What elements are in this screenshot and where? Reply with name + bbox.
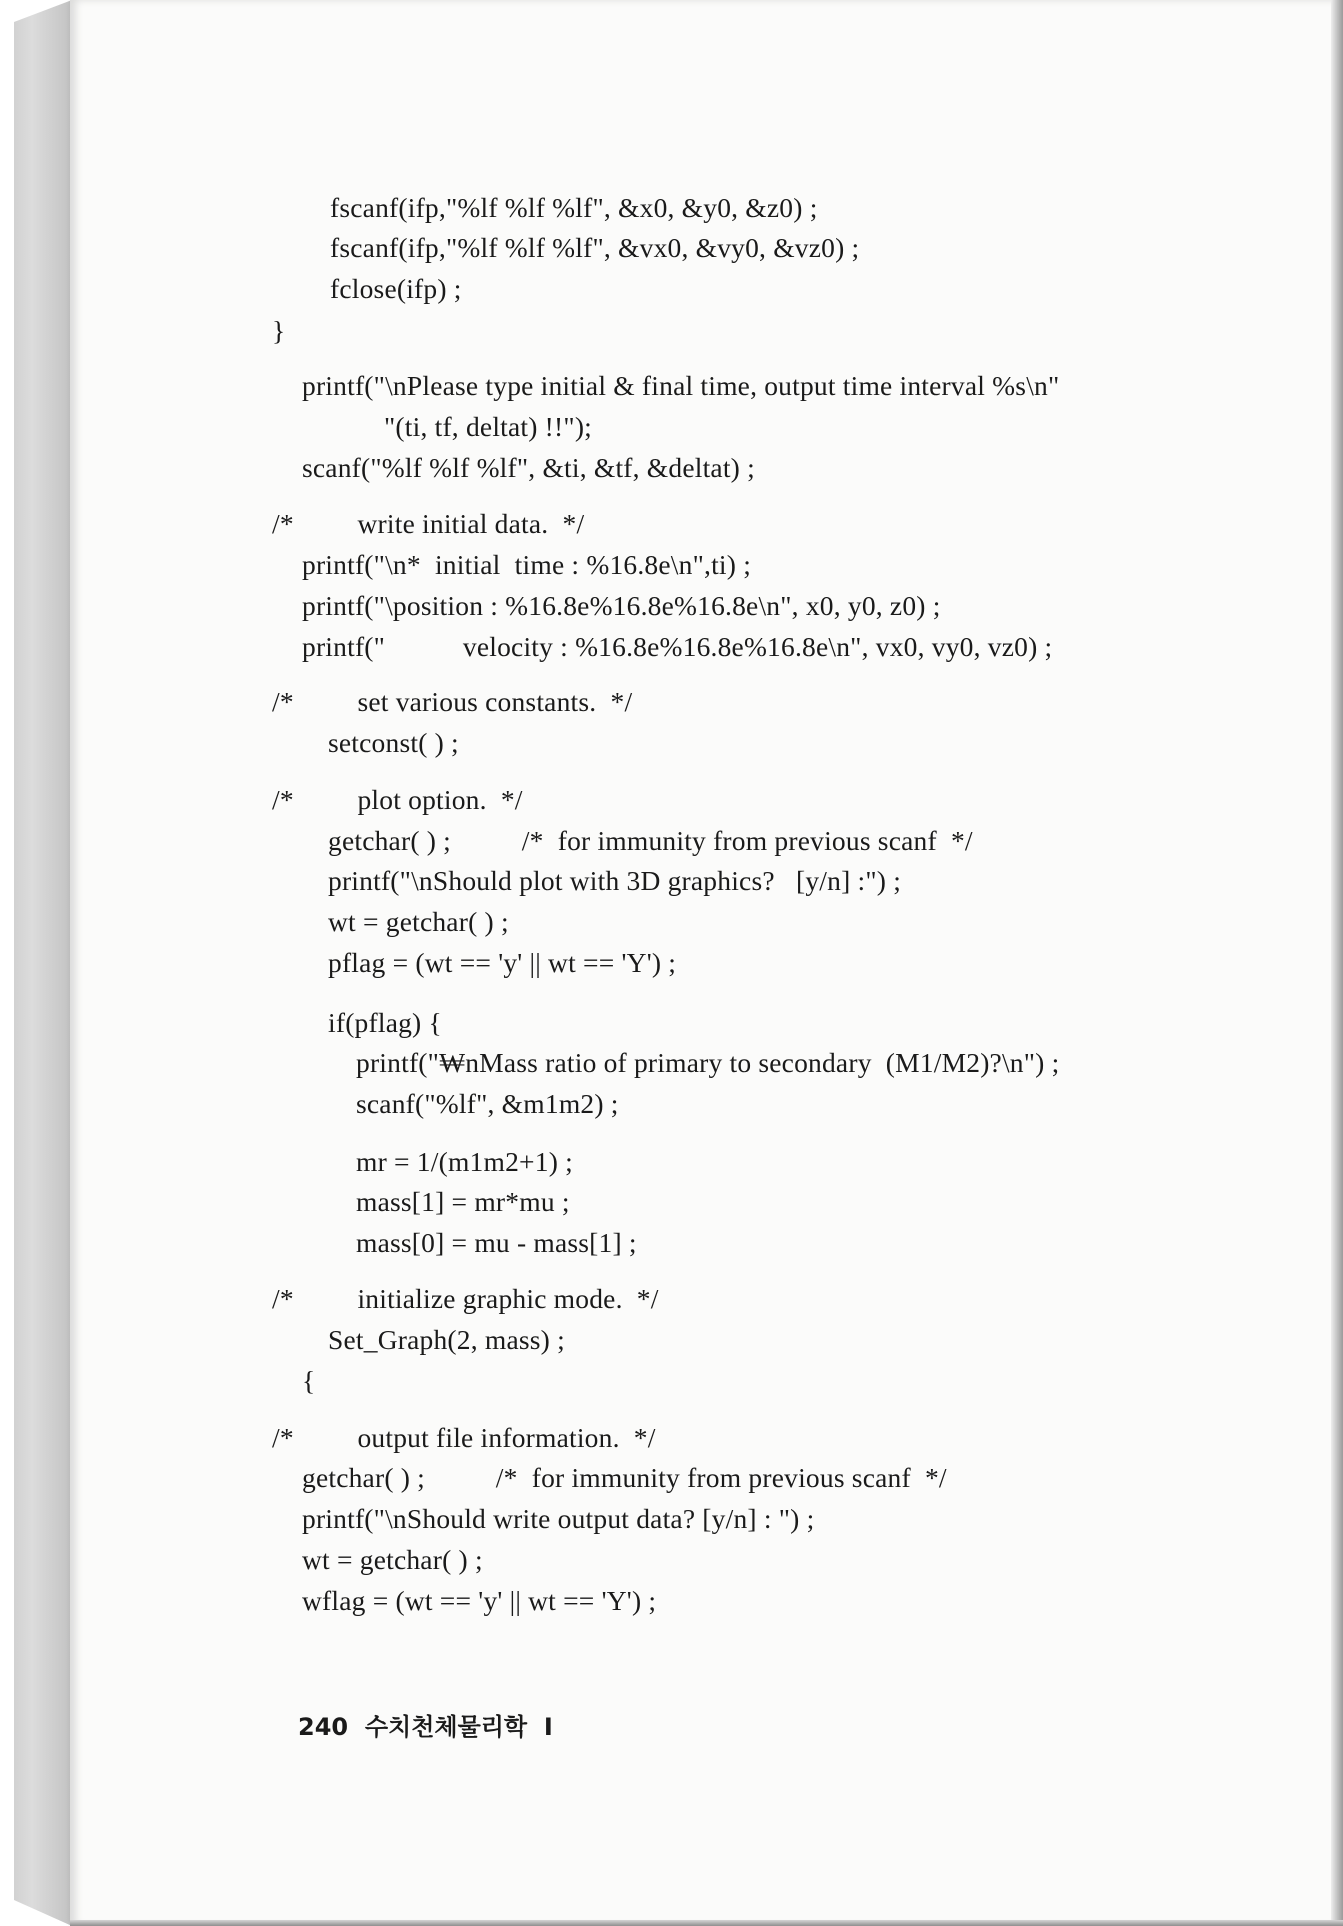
- code-line: printf("\nPlease type initial & final time, output time interval %s\n": [302, 370, 1060, 401]
- code-line: getchar( ) ; /* for immunity from previous scanf */: [302, 1462, 947, 1493]
- code-line: if(pflag) {: [328, 1007, 442, 1038]
- page-number: 240: [298, 1713, 349, 1741]
- code-line: fclose(ifp) ;: [330, 273, 462, 304]
- code-line: printf("\nShould plot with 3D graphics? [y/n] :") ;: [328, 865, 902, 896]
- code-line: /* set various constants. */: [272, 686, 633, 717]
- code-line: Set_Graph(2, mass) ;: [328, 1324, 565, 1355]
- code-line: /* plot option. */: [272, 784, 523, 815]
- code-line: /* output file information. */: [272, 1422, 656, 1453]
- code-line: pflag = (wt == 'y' || wt == 'Y') ;: [328, 947, 677, 978]
- code-line: getchar( ) ; /* for immunity from previous scanf */: [328, 825, 973, 856]
- right-page-edge: [1331, 0, 1343, 1926]
- book-page: [70, 0, 1333, 1926]
- code-line: mass[0] = mu - mass[1] ;: [356, 1227, 637, 1258]
- code-line: printf("\nShould write output data? [y/n] : ") ;: [302, 1503, 815, 1534]
- book-title: 수치천체물리학 I: [364, 1713, 553, 1741]
- code-line: fscanf(ifp,"%lf %lf %lf", &vx0, &vy0, &vz0) ;: [330, 232, 860, 263]
- code-line: printf("\n* initial time : %16.8e\n",ti) ;: [302, 549, 752, 580]
- code-line: {: [302, 1365, 316, 1396]
- book-spine: [0, 0, 80, 1926]
- code-line: wt = getchar( ) ;: [302, 1544, 483, 1575]
- code-line: mr = 1/(m1m2+1) ;: [356, 1146, 573, 1177]
- code-line: scanf("%lf %lf %lf", &ti, &tf, &deltat) ;: [302, 452, 755, 483]
- bottom-page-edge: [70, 1920, 1343, 1926]
- code-line: setconst( ) ;: [328, 727, 459, 758]
- code-line: "(ti, tf, deltat) !!");: [384, 411, 593, 442]
- code-line: wflag = (wt == 'y' || wt == 'Y') ;: [302, 1585, 657, 1616]
- code-line: mass[1] = mr*mu ;: [356, 1186, 570, 1217]
- code-line: printf("₩nMass ratio of primary to secondary (M1/M2)?\n") ;: [356, 1047, 1060, 1078]
- code-line: printf("\position : %16.8e%16.8e%16.8e\n", x0, y0, z0) ;: [302, 590, 941, 621]
- page-footer: [298, 1707, 553, 1742]
- code-line: scanf("%lf", &m1m2) ;: [356, 1088, 619, 1119]
- code-line: }: [272, 315, 286, 346]
- code-line: wt = getchar( ) ;: [328, 906, 509, 937]
- code-line: /* initialize graphic mode. */: [272, 1283, 659, 1314]
- code-line: /* write initial data. */: [272, 508, 585, 539]
- code-line: printf(" velocity : %16.8e%16.8e%16.8e\n", vx0, vy0, vz0) ;: [302, 631, 1053, 662]
- code-line: fscanf(ifp,"%lf %lf %lf", &x0, &y0, &z0) ;: [330, 192, 818, 223]
